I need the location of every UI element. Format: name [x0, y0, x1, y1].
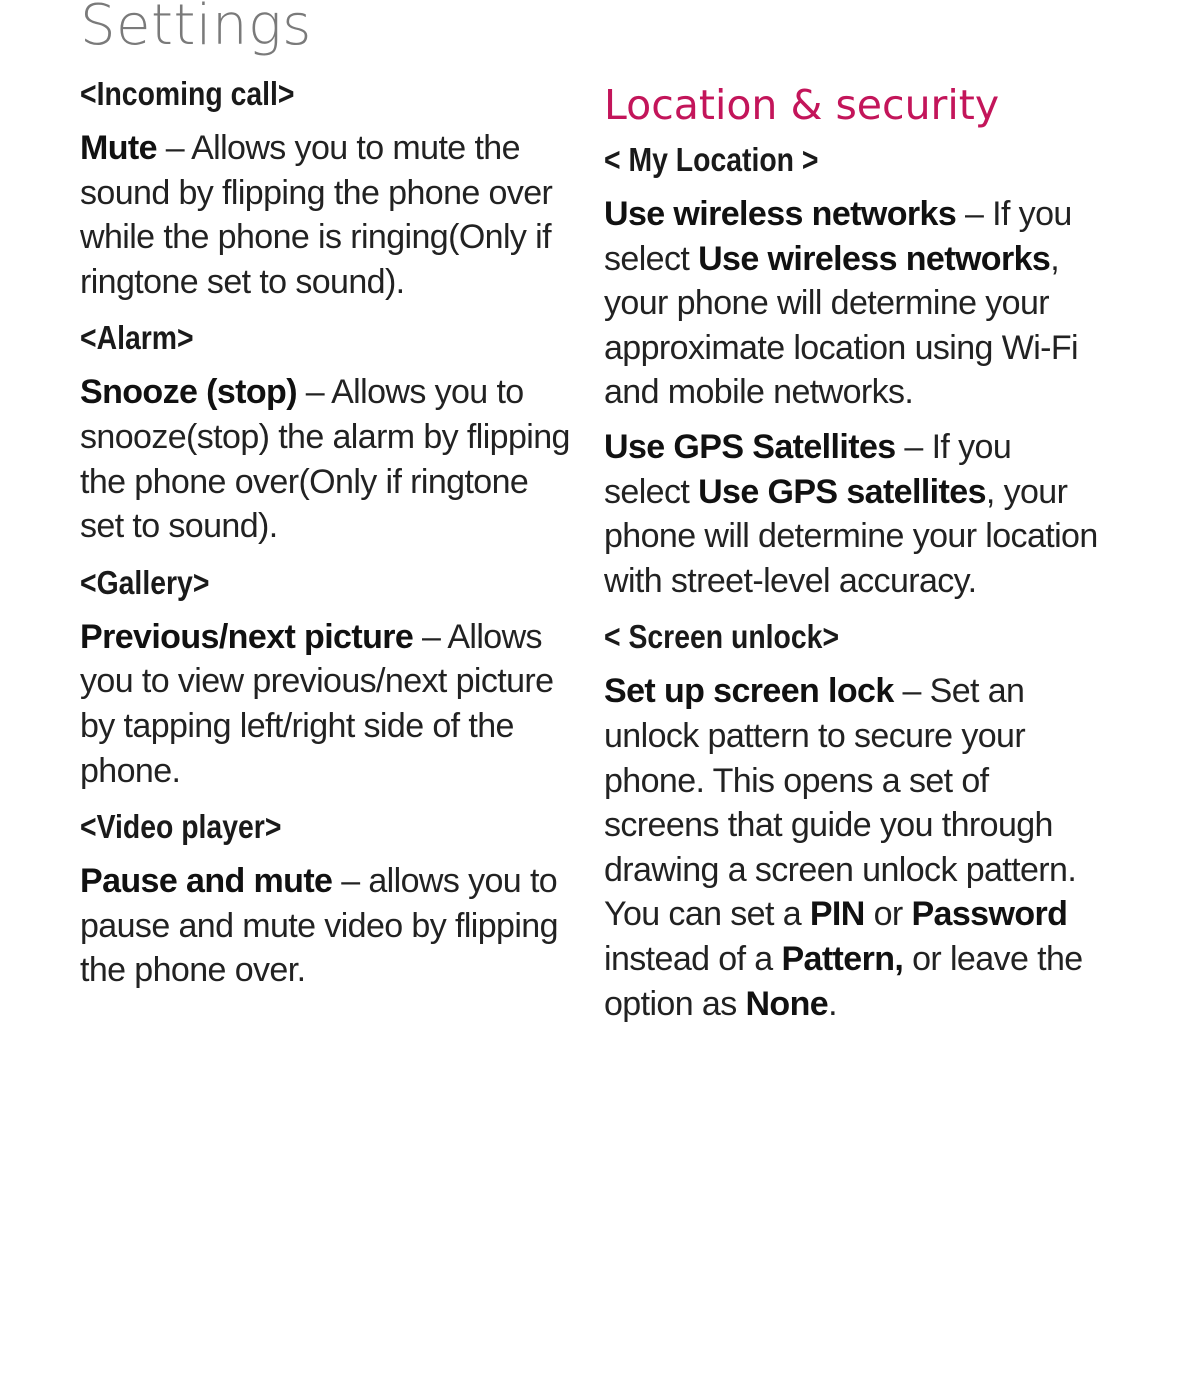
gps-satellites-term: Use GPS Satellites	[604, 427, 896, 466]
incoming-call-heading: <Incoming call>	[80, 75, 295, 112]
snooze-text: – Allows you to snooze(stop) the alarm by flipping the phone over(Only if ringtone set to sound).	[80, 373, 570, 546]
wireless-text-2: , your phone will determine your approximate location using Wi-Fi and mobile networks.	[604, 239, 1078, 412]
location-security-title: Location & security	[604, 81, 1000, 129]
mute-text: – Allows you to mute the sound by flipping the phone over while the phone is ringing(Only if ringtone set to sound).	[80, 129, 553, 301]
screen-lock-text-2: or	[864, 895, 912, 934]
left-column	[80, 70, 570, 1003]
alarm-section	[80, 314, 570, 548]
previous-next-description	[80, 615, 570, 793]
screen-lock-term: Set up screen lock	[604, 672, 894, 711]
wireless-networks-description	[604, 192, 1104, 415]
previous-next-term: Previous/next picture	[80, 617, 414, 656]
wireless-networks-term: Use wireless networks	[604, 195, 957, 233]
previous-next-text: – Allows you to view previous/next picture by tapping left/right side of the phone.	[80, 617, 554, 790]
wireless-text-1: – If you select	[604, 195, 1072, 278]
pause-mute-text: – allows you to pause and mute video by flipping the phone over.	[80, 862, 558, 990]
screen-unlock-heading: < Screen unlock>	[604, 618, 840, 656]
gps-text-1: – If you select	[604, 427, 1012, 511]
mute-description	[80, 126, 570, 304]
pin-term: PIN	[809, 895, 865, 934]
pattern-term: Pattern,	[781, 939, 904, 978]
screen-lock-text-1: – Set an unlock pattern to secure your phone. This opens a set of screens that guide you through drawing a screen unlock pattern. You can set a	[604, 672, 1077, 934]
pause-mute-term: Pause and mute	[80, 862, 333, 901]
page-title: Settings	[80, 0, 312, 58]
screen-lock-text-4: or leave the option as	[604, 939, 1083, 1023]
my-location-heading: < My Location >	[604, 141, 819, 178]
incoming-call-section	[80, 70, 570, 304]
screen-lock-text-5: .	[828, 984, 837, 1023]
wireless-networks-term-2: Use wireless networks	[698, 239, 1051, 278]
pause-mute-description	[80, 859, 570, 993]
gps-satellites-description	[604, 425, 1104, 603]
screen-lock-description	[604, 669, 1104, 1026]
password-term: Password	[911, 895, 1068, 934]
video-player-section	[80, 803, 570, 993]
gallery-heading: <Gallery>	[80, 563, 210, 601]
gps-text-2: , your phone will determine your location with street-level accuracy.	[604, 472, 1098, 600]
none-term: None	[745, 984, 829, 1023]
right-column	[604, 70, 1104, 1036]
snooze-term: Snooze (stop)	[80, 373, 297, 412]
gallery-section	[80, 559, 570, 793]
snooze-description	[80, 370, 570, 548]
gps-satellites-term-2: Use GPS satellites	[698, 472, 986, 511]
screen-lock-text-3: instead of a	[604, 939, 782, 978]
video-player-heading: <Video player>	[80, 808, 282, 846]
mute-term: Mute	[80, 129, 157, 167]
alarm-heading: <Alarm>	[80, 319, 194, 357]
